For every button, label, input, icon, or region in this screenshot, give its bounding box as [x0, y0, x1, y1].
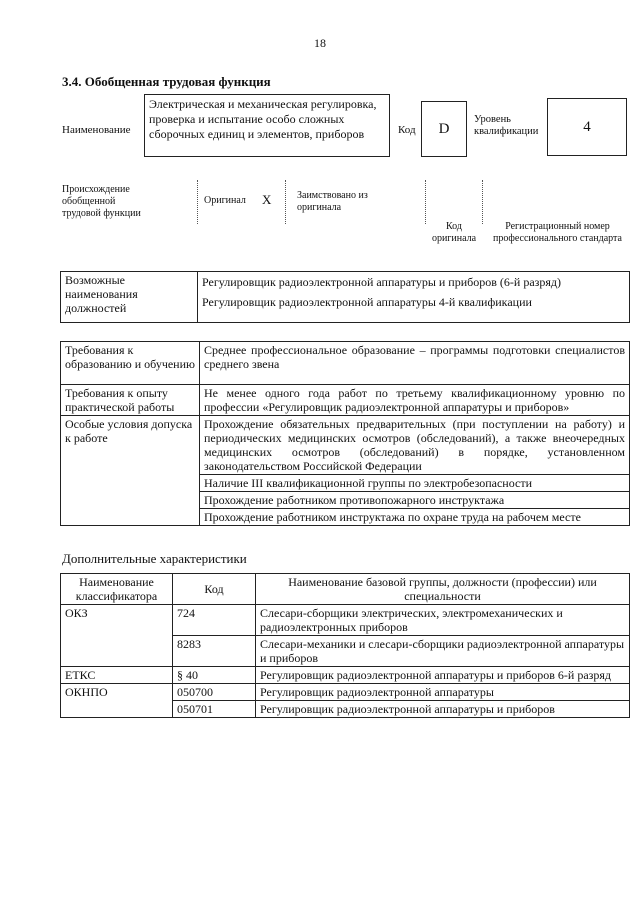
name-cell: Регулировщик радиоэлектронной аппаратуры [256, 684, 630, 701]
positions-table [60, 271, 630, 323]
name-cell: Регулировщик радиоэлектронной аппаратуры и приборов [256, 701, 630, 718]
level-box [547, 98, 627, 156]
positions-list [198, 272, 630, 323]
name-cell: Слесари-сборщики электрических, электромеханических и радиоэлектронных приборов [256, 605, 630, 636]
additional-title: Дополнительные характеристики [62, 551, 247, 566]
borrowed-label: Заимствовано из оригинала [297, 190, 368, 213]
additional-table [60, 573, 630, 718]
original-mark: X [262, 192, 272, 207]
name-cell: Слесари-механики и слесари-сборщики радиоэлектронной аппаратуры и приборов [256, 636, 630, 667]
divider [425, 180, 426, 224]
code-cell: 8283 [173, 636, 256, 667]
req-value: Прохождение обязательных предварительных (при поступлении на работу) и периодических медицинских осмотров (обследований), а также внеочередных медицинских осмотров (обследований) в порядке, установленном законодательством Российской Федерации [200, 416, 630, 475]
name-cell: Регулировщик радиоэлектронной аппаратуры и приборов 6-й разряд [256, 667, 630, 684]
page-number: 18 [314, 36, 326, 50]
header-code: Код [173, 574, 256, 605]
code-cell: 724 [173, 605, 256, 636]
divider [197, 180, 198, 224]
reg-number-label: Регистрационный номер профессионального стандарта [493, 221, 622, 244]
requirements-table [60, 341, 630, 526]
req-label: Требования к опыту практической работы [61, 385, 200, 416]
code-cell: § 40 [173, 667, 256, 684]
function-name-box [144, 94, 390, 157]
divider [482, 180, 483, 224]
req-value: Не менее одного года работ по третьему квалификационному уровню по профессии «Регулировщик радиоэлектронной аппаратуры и приборов» [200, 385, 630, 416]
positions-label: Возможные наименования должностей [61, 272, 198, 323]
classifier-cell: ОКЗ [61, 605, 173, 667]
code-original-label: Код оригинала [431, 221, 477, 244]
position-item: Регулировщик радиоэлектронной аппаратуры 4-й квалификации [202, 295, 532, 309]
origin-label: Происхождение обобщенной трудовой функции [62, 184, 141, 219]
req-label: Особые условия допуска к работе [61, 416, 200, 526]
original-label: Оригинал [204, 195, 246, 206]
function-name: Электрическая и механическая регулировка, проверка и испытание особо сложных сборочных единиц и элементов, приборов [149, 97, 377, 141]
classifier-cell: ОКНПО [61, 684, 173, 718]
divider [285, 180, 286, 224]
req-value: Наличие III квалификационной группы по электробезопасности [200, 475, 630, 492]
classifier-cell: ЕТКС [61, 667, 173, 684]
section-title: 3.4. Обобщенная трудовая функция [62, 74, 271, 89]
req-value: Прохождение работником инструктажа по охране труда на рабочем месте [200, 509, 630, 526]
code-box [421, 101, 467, 157]
level-label: Уровень квалификации [474, 114, 539, 137]
req-label: Требования к образованию и обучению [61, 342, 200, 385]
code-cell: 050701 [173, 701, 256, 718]
naming-label: Наименование [62, 124, 131, 136]
code-label: Код [398, 124, 416, 136]
req-value: Прохождение работником противопожарного инструктажа [200, 492, 630, 509]
level-value: 4 [583, 118, 591, 135]
code-cell: 050700 [173, 684, 256, 701]
header-name: Наименование базовой группы, должности (профессии) или специальности [256, 574, 630, 605]
code-value: D [438, 120, 450, 137]
req-value: Среднее профессиональное образование – программы подготовки специалистов среднего звена [200, 342, 630, 385]
position-item: Регулировщик радиоэлектронной аппаратуры и приборов (6-й разряд) [202, 275, 562, 289]
header-classifier: Наименование классификатора [61, 574, 173, 605]
